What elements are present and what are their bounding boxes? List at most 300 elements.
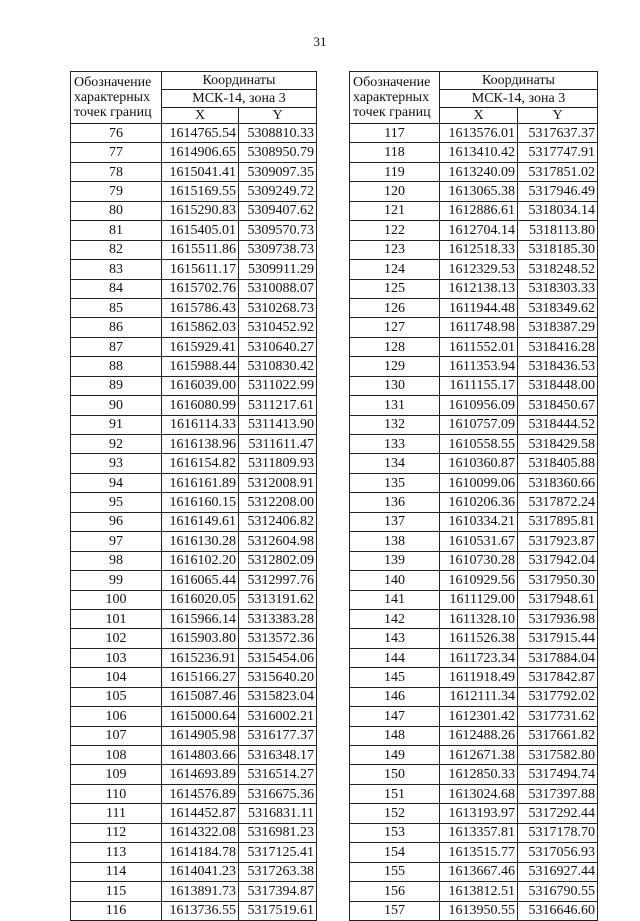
y-coordinate-cell: 5317851.02	[518, 162, 598, 181]
point-number-cell: 127	[350, 318, 440, 337]
point-number-cell: 150	[350, 765, 440, 784]
point-designation-header	[71, 72, 162, 124]
point-header-line-1: Обозначение	[74, 75, 152, 90]
x-coordinate-cell: 1615087.46	[162, 687, 239, 706]
y-coordinate-cell: 5310088.07	[239, 279, 317, 298]
table-row	[71, 240, 317, 259]
point-number-cell: 153	[350, 823, 440, 842]
table-row	[350, 804, 598, 823]
x-coordinate-cell: 1616065.44	[162, 571, 239, 590]
y-coordinate-cell: 5318303.33	[518, 279, 598, 298]
y-coordinate-cell: 5318113.80	[518, 221, 598, 240]
point-number-cell: 92	[71, 435, 162, 454]
point-number-cell: 81	[71, 221, 162, 240]
point-number-cell: 132	[350, 415, 440, 434]
y-coordinate-cell: 5309570.73	[239, 221, 317, 240]
x-coordinate-cell: 1613667.46	[440, 862, 518, 881]
x-coordinate-cell: 1615041.41	[162, 162, 239, 181]
y-coordinate-cell: 5317895.81	[518, 512, 598, 531]
point-number-cell: 94	[71, 473, 162, 492]
x-coordinate-cell: 1614452.87	[162, 804, 239, 823]
y-coordinate-cell: 5316927.44	[518, 862, 598, 881]
table-row	[350, 357, 598, 376]
table-row	[350, 318, 598, 337]
point-number-cell: 101	[71, 609, 162, 628]
x-coordinate-cell: 1612138.13	[440, 279, 518, 298]
point-number-cell: 121	[350, 201, 440, 220]
x-coordinate-cell: 1612518.33	[440, 240, 518, 259]
y-coordinate-cell: 5311217.61	[239, 396, 317, 415]
point-number-cell: 124	[350, 260, 440, 279]
point-number-cell: 115	[71, 882, 162, 901]
y-coordinate-cell: 5317842.87	[518, 668, 598, 687]
x-coordinate-cell: 1612301.42	[440, 707, 518, 726]
y-coordinate-cell: 5318405.88	[518, 454, 598, 473]
table-row	[71, 668, 317, 687]
point-header-line-2: характерных	[74, 90, 151, 105]
y-coordinate-cell: 5310268.73	[239, 298, 317, 317]
y-coordinate-cell: 5313191.62	[239, 590, 317, 609]
point-number-cell: 123	[350, 240, 440, 259]
table-row	[71, 376, 317, 395]
table-row	[71, 182, 317, 201]
point-number-cell: 78	[71, 162, 162, 181]
y-coordinate-cell: 5317915.44	[518, 629, 598, 648]
point-number-cell: 106	[71, 707, 162, 726]
x-coordinate-cell: 1613736.55	[162, 901, 239, 920]
x-coordinate-cell: 1610334.21	[440, 512, 518, 531]
x-coordinate-cell: 1610206.36	[440, 493, 518, 512]
x-coordinate-cell: 1615903.80	[162, 629, 239, 648]
y-coordinate-cell: 5317637.37	[518, 124, 598, 143]
point-number-cell: 148	[350, 726, 440, 745]
y-coordinate-cell: 5317731.62	[518, 707, 598, 726]
y-coordinate-cell: 5318248.52	[518, 260, 598, 279]
y-coordinate-cell: 5318349.62	[518, 298, 598, 317]
y-coordinate-cell: 5316790.55	[518, 882, 598, 901]
y-coordinate-cell: 5317792.02	[518, 687, 598, 706]
x-coordinate-cell: 1614803.66	[162, 746, 239, 765]
x-coordinate-cell: 1615786.43	[162, 298, 239, 317]
x-coordinate-cell: 1612111.34	[440, 687, 518, 706]
point-number-cell: 135	[350, 473, 440, 492]
y-coordinate-cell: 5309911.29	[239, 260, 317, 279]
x-coordinate-cell: 1616080.99	[162, 396, 239, 415]
table-row	[71, 221, 317, 240]
table-row	[71, 765, 317, 784]
y-coordinate-cell: 5317936.98	[518, 609, 598, 628]
x-coordinate-cell: 1616161.89	[162, 473, 239, 492]
x-coordinate-cell: 1612704.14	[440, 221, 518, 240]
x-coordinate-cell: 1613812.51	[440, 882, 518, 901]
y-coordinate-cell: 5317582.80	[518, 746, 598, 765]
point-number-cell: 108	[71, 746, 162, 765]
y-coordinate-cell: 5318034.14	[518, 201, 598, 220]
point-number-cell: 144	[350, 648, 440, 667]
table-row	[71, 493, 317, 512]
point-number-cell: 149	[350, 746, 440, 765]
y-coordinate-cell: 5318448.00	[518, 376, 598, 395]
table-row	[71, 726, 317, 745]
x-coordinate-cell: 1611723.34	[440, 648, 518, 667]
table-row	[71, 201, 317, 220]
point-number-cell: 136	[350, 493, 440, 512]
y-coordinate-cell: 5315640.20	[239, 668, 317, 687]
point-number-cell: 142	[350, 609, 440, 628]
table-row	[71, 415, 317, 434]
y-coordinate-cell: 5318387.29	[518, 318, 598, 337]
x-coordinate-cell: 1614765.54	[162, 124, 239, 143]
point-number-cell: 111	[71, 804, 162, 823]
x-coordinate-cell: 1614041.23	[162, 862, 239, 881]
table-row	[350, 279, 598, 298]
point-number-cell: 90	[71, 396, 162, 415]
table-row	[71, 279, 317, 298]
table-row	[71, 551, 317, 570]
point-number-cell: 109	[71, 765, 162, 784]
y-coordinate-cell: 5316675.36	[239, 784, 317, 803]
point-number-cell: 80	[71, 201, 162, 220]
point-number-cell: 137	[350, 512, 440, 531]
point-number-cell: 113	[71, 843, 162, 862]
table-row	[71, 396, 317, 415]
table-row	[71, 512, 317, 531]
x-coordinate-cell: 1610730.28	[440, 551, 518, 570]
table-row	[350, 765, 598, 784]
x-coordinate-cell: 1613240.09	[440, 162, 518, 181]
point-number-cell: 138	[350, 532, 440, 551]
x-coordinate-cell: 1613065.38	[440, 182, 518, 201]
table-row	[350, 532, 598, 551]
table-row	[350, 862, 598, 881]
x-coordinate-cell: 1612850.33	[440, 765, 518, 784]
table-row	[350, 784, 598, 803]
y-coordinate-cell: 5317946.49	[518, 182, 598, 201]
y-coordinate-cell: 5317125.41	[239, 843, 317, 862]
y-coordinate-cell: 5308810.33	[239, 124, 317, 143]
x-coordinate-cell: 1616149.61	[162, 512, 239, 531]
x-coordinate-cell: 1615862.03	[162, 318, 239, 337]
point-number-cell: 145	[350, 668, 440, 687]
point-header-line-3: точек границ	[74, 105, 152, 120]
y-coordinate-cell: 5310640.27	[239, 337, 317, 356]
point-number-cell: 139	[350, 551, 440, 570]
y-coordinate-cell: 5317923.87	[518, 532, 598, 551]
x-coordinate-cell: 1612488.26	[440, 726, 518, 745]
table-row	[71, 357, 317, 376]
table-row	[350, 337, 598, 356]
point-number-cell: 122	[350, 221, 440, 240]
point-number-cell: 128	[350, 337, 440, 356]
y-coordinate-cell: 5309097.35	[239, 162, 317, 181]
y-coordinate-cell: 5311809.93	[239, 454, 317, 473]
table-row	[350, 435, 598, 454]
x-coordinate-cell: 1611944.48	[440, 298, 518, 317]
table-row	[350, 609, 598, 628]
x-coordinate-cell: 1613357.81	[440, 823, 518, 842]
table-row	[71, 882, 317, 901]
x-coordinate-cell: 1613891.73	[162, 882, 239, 901]
point-number-cell: 141	[350, 590, 440, 609]
table-row	[350, 376, 598, 395]
point-number-cell: 130	[350, 376, 440, 395]
table-row	[71, 571, 317, 590]
y-coordinate-cell: 5318429.58	[518, 435, 598, 454]
coordinates-rows-right	[350, 124, 598, 921]
table-row	[350, 687, 598, 706]
x-coordinate-cell: 1616160.15	[162, 493, 239, 512]
point-number-cell: 155	[350, 862, 440, 881]
y-coordinate-cell: 5312604.98	[239, 532, 317, 551]
point-number-cell: 156	[350, 882, 440, 901]
point-number-cell: 119	[350, 162, 440, 181]
table-row	[350, 143, 598, 162]
x-coordinate-cell: 1611129.00	[440, 590, 518, 609]
point-number-cell: 131	[350, 396, 440, 415]
table-row	[350, 648, 598, 667]
y-coordinate-cell: 5318360.66	[518, 473, 598, 492]
x-coordinate-cell: 1611526.38	[440, 629, 518, 648]
y-coordinate-cell: 5315823.04	[239, 687, 317, 706]
x-coordinate-cell: 1611155.17	[440, 376, 518, 395]
x-coordinate-cell: 1613515.77	[440, 843, 518, 862]
table-row	[71, 532, 317, 551]
x-coordinate-cell: 1615966.14	[162, 609, 239, 628]
x-coordinate-cell: 1611552.01	[440, 337, 518, 356]
x-coordinate-cell: 1613950.55	[440, 901, 518, 920]
table-row	[71, 843, 317, 862]
point-number-cell: 157	[350, 901, 440, 920]
x-coordinate-cell: 1613410.42	[440, 143, 518, 162]
table-row	[71, 435, 317, 454]
x-coordinate-cell: 1613193.97	[440, 804, 518, 823]
x-coordinate-cell: 1610531.67	[440, 532, 518, 551]
page-number: 31	[313, 34, 327, 49]
table-row	[350, 590, 598, 609]
x-coordinate-cell: 1615702.76	[162, 279, 239, 298]
point-number-cell: 116	[71, 901, 162, 920]
point-header-line-2: характерных	[353, 90, 430, 105]
table-row	[350, 473, 598, 492]
table-row	[71, 143, 317, 162]
table-row	[350, 124, 598, 143]
point-number-cell: 99	[71, 571, 162, 590]
y-coordinate-cell: 5318444.52	[518, 415, 598, 434]
y-coordinate-cell: 5312997.76	[239, 571, 317, 590]
x-coordinate-cell: 1615511.86	[162, 240, 239, 259]
table-row	[350, 415, 598, 434]
point-number-cell: 98	[71, 551, 162, 570]
x-coordinate-cell: 1615000.64	[162, 707, 239, 726]
table-row	[350, 746, 598, 765]
y-coordinate-cell: 5318416.28	[518, 337, 598, 356]
y-coordinate-cell: 5312406.82	[239, 512, 317, 531]
y-coordinate-cell: 5310830.42	[239, 357, 317, 376]
x-coordinate-cell: 1615988.44	[162, 357, 239, 376]
coordinates-table-right	[349, 71, 598, 921]
point-number-cell: 84	[71, 279, 162, 298]
point-number-cell: 76	[71, 124, 162, 143]
point-number-cell: 103	[71, 648, 162, 667]
point-number-cell: 129	[350, 357, 440, 376]
point-number-cell: 95	[71, 493, 162, 512]
point-header-line-1: Обозначение	[353, 75, 431, 90]
x-coordinate-cell: 1610929.56	[440, 571, 518, 590]
x-coordinate-cell: 1614576.89	[162, 784, 239, 803]
y-coordinate-cell: 5312008.91	[239, 473, 317, 492]
point-number-cell: 79	[71, 182, 162, 201]
y-coordinate-cell: 5313572.36	[239, 629, 317, 648]
y-coordinate-cell: 5317950.30	[518, 571, 598, 590]
point-number-cell: 77	[71, 143, 162, 162]
point-number-cell: 96	[71, 512, 162, 531]
point-number-cell: 143	[350, 629, 440, 648]
point-number-cell: 125	[350, 279, 440, 298]
coordinates-header: Координаты	[162, 72, 317, 90]
table-row	[71, 862, 317, 881]
y-coordinate-cell: 5317884.04	[518, 648, 598, 667]
y-coordinate-cell: 5317948.61	[518, 590, 598, 609]
point-number-cell: 114	[71, 862, 162, 881]
point-number-cell: 152	[350, 804, 440, 823]
y-coordinate-cell: 5316348.17	[239, 746, 317, 765]
table-row	[71, 901, 317, 920]
table-row	[350, 182, 598, 201]
table-row	[350, 240, 598, 259]
x-coordinate-cell: 1613024.68	[440, 784, 518, 803]
table-row	[71, 609, 317, 628]
table-row	[71, 629, 317, 648]
x-coordinate-cell: 1612886.61	[440, 201, 518, 220]
x-coordinate-cell: 1616020.05	[162, 590, 239, 609]
table-row	[350, 823, 598, 842]
y-coordinate-cell: 5316831.11	[239, 804, 317, 823]
table-row	[71, 337, 317, 356]
coordinates-header: Координаты	[440, 72, 598, 90]
y-coordinate-cell: 5308950.79	[239, 143, 317, 162]
point-number-cell: 112	[71, 823, 162, 842]
y-coordinate-cell: 5317519.61	[239, 901, 317, 920]
y-coordinate-cell: 5311022.99	[239, 376, 317, 395]
table-row	[350, 493, 598, 512]
table-row	[350, 221, 598, 240]
point-number-cell: 85	[71, 298, 162, 317]
y-coordinate-cell: 5315454.06	[239, 648, 317, 667]
x-coordinate-cell: 1616039.00	[162, 376, 239, 395]
x-coordinate-cell: 1615611.17	[162, 260, 239, 279]
coordinates-table-left	[70, 71, 317, 921]
y-column-header: Y	[239, 108, 317, 124]
x-coordinate-cell: 1610757.09	[440, 415, 518, 434]
y-coordinate-cell: 5310452.92	[239, 318, 317, 337]
coordinate-system-header: МСК-14, зона 3	[162, 90, 317, 108]
point-number-cell: 107	[71, 726, 162, 745]
point-number-cell: 102	[71, 629, 162, 648]
x-coordinate-cell: 1616154.82	[162, 454, 239, 473]
y-coordinate-cell: 5318436.53	[518, 357, 598, 376]
table-row	[350, 707, 598, 726]
table-row	[71, 687, 317, 706]
y-coordinate-cell: 5318450.67	[518, 396, 598, 415]
x-coordinate-cell: 1611328.10	[440, 609, 518, 628]
table-row	[350, 162, 598, 181]
table-row	[350, 201, 598, 220]
y-coordinate-cell: 5309407.62	[239, 201, 317, 220]
point-number-cell: 97	[71, 532, 162, 551]
y-coordinate-cell: 5309249.72	[239, 182, 317, 201]
table-row	[71, 648, 317, 667]
x-coordinate-cell: 1615166.27	[162, 668, 239, 687]
y-coordinate-cell: 5317397.88	[518, 784, 598, 803]
point-number-cell: 110	[71, 784, 162, 803]
x-coordinate-cell: 1615290.83	[162, 201, 239, 220]
point-number-cell: 117	[350, 124, 440, 143]
x-coordinate-cell: 1615236.91	[162, 648, 239, 667]
table-row	[350, 298, 598, 317]
x-coordinate-cell: 1610099.06	[440, 473, 518, 492]
y-coordinate-cell: 5316002.21	[239, 707, 317, 726]
x-coordinate-cell: 1611918.49	[440, 668, 518, 687]
table-row	[350, 260, 598, 279]
table-row	[71, 823, 317, 842]
y-coordinate-cell: 5317661.82	[518, 726, 598, 745]
table-row	[71, 746, 317, 765]
table-row	[350, 668, 598, 687]
table-row	[350, 901, 598, 920]
point-number-cell: 104	[71, 668, 162, 687]
point-number-cell: 86	[71, 318, 162, 337]
x-coordinate-cell: 1612671.38	[440, 746, 518, 765]
y-coordinate-cell: 5316177.37	[239, 726, 317, 745]
y-coordinate-cell: 5316514.27	[239, 765, 317, 784]
coordinate-system-header: МСК-14, зона 3	[440, 90, 598, 108]
y-coordinate-cell: 5309738.73	[239, 240, 317, 259]
y-coordinate-cell: 5317178.70	[518, 823, 598, 842]
table-row	[350, 726, 598, 745]
y-coordinate-cell: 5313383.28	[239, 609, 317, 628]
table-row	[350, 512, 598, 531]
y-coordinate-cell: 5317747.91	[518, 143, 598, 162]
point-number-cell: 89	[71, 376, 162, 395]
point-number-cell: 118	[350, 143, 440, 162]
table-row	[71, 260, 317, 279]
x-coordinate-cell: 1615929.41	[162, 337, 239, 356]
x-coordinate-cell: 1616130.28	[162, 532, 239, 551]
point-designation-header	[350, 72, 440, 124]
x-column-header: X	[440, 108, 518, 124]
table-row	[71, 162, 317, 181]
y-coordinate-cell: 5317872.24	[518, 493, 598, 512]
table-row	[71, 318, 317, 337]
x-coordinate-cell: 1611353.94	[440, 357, 518, 376]
point-number-cell: 120	[350, 182, 440, 201]
x-coordinate-cell: 1613576.01	[440, 124, 518, 143]
y-coordinate-cell: 5317292.44	[518, 804, 598, 823]
table-row	[71, 473, 317, 492]
x-coordinate-cell: 1610558.55	[440, 435, 518, 454]
x-coordinate-cell: 1614905.98	[162, 726, 239, 745]
table-row	[71, 298, 317, 317]
point-number-cell: 140	[350, 571, 440, 590]
point-number-cell: 154	[350, 843, 440, 862]
x-coordinate-cell: 1616138.96	[162, 435, 239, 454]
y-coordinate-cell: 5318185.30	[518, 240, 598, 259]
point-number-cell: 105	[71, 687, 162, 706]
point-number-cell: 87	[71, 337, 162, 356]
y-coordinate-cell: 5311611.47	[239, 435, 317, 454]
y-coordinate-cell: 5312802.09	[239, 551, 317, 570]
x-coordinate-cell: 1615405.01	[162, 221, 239, 240]
